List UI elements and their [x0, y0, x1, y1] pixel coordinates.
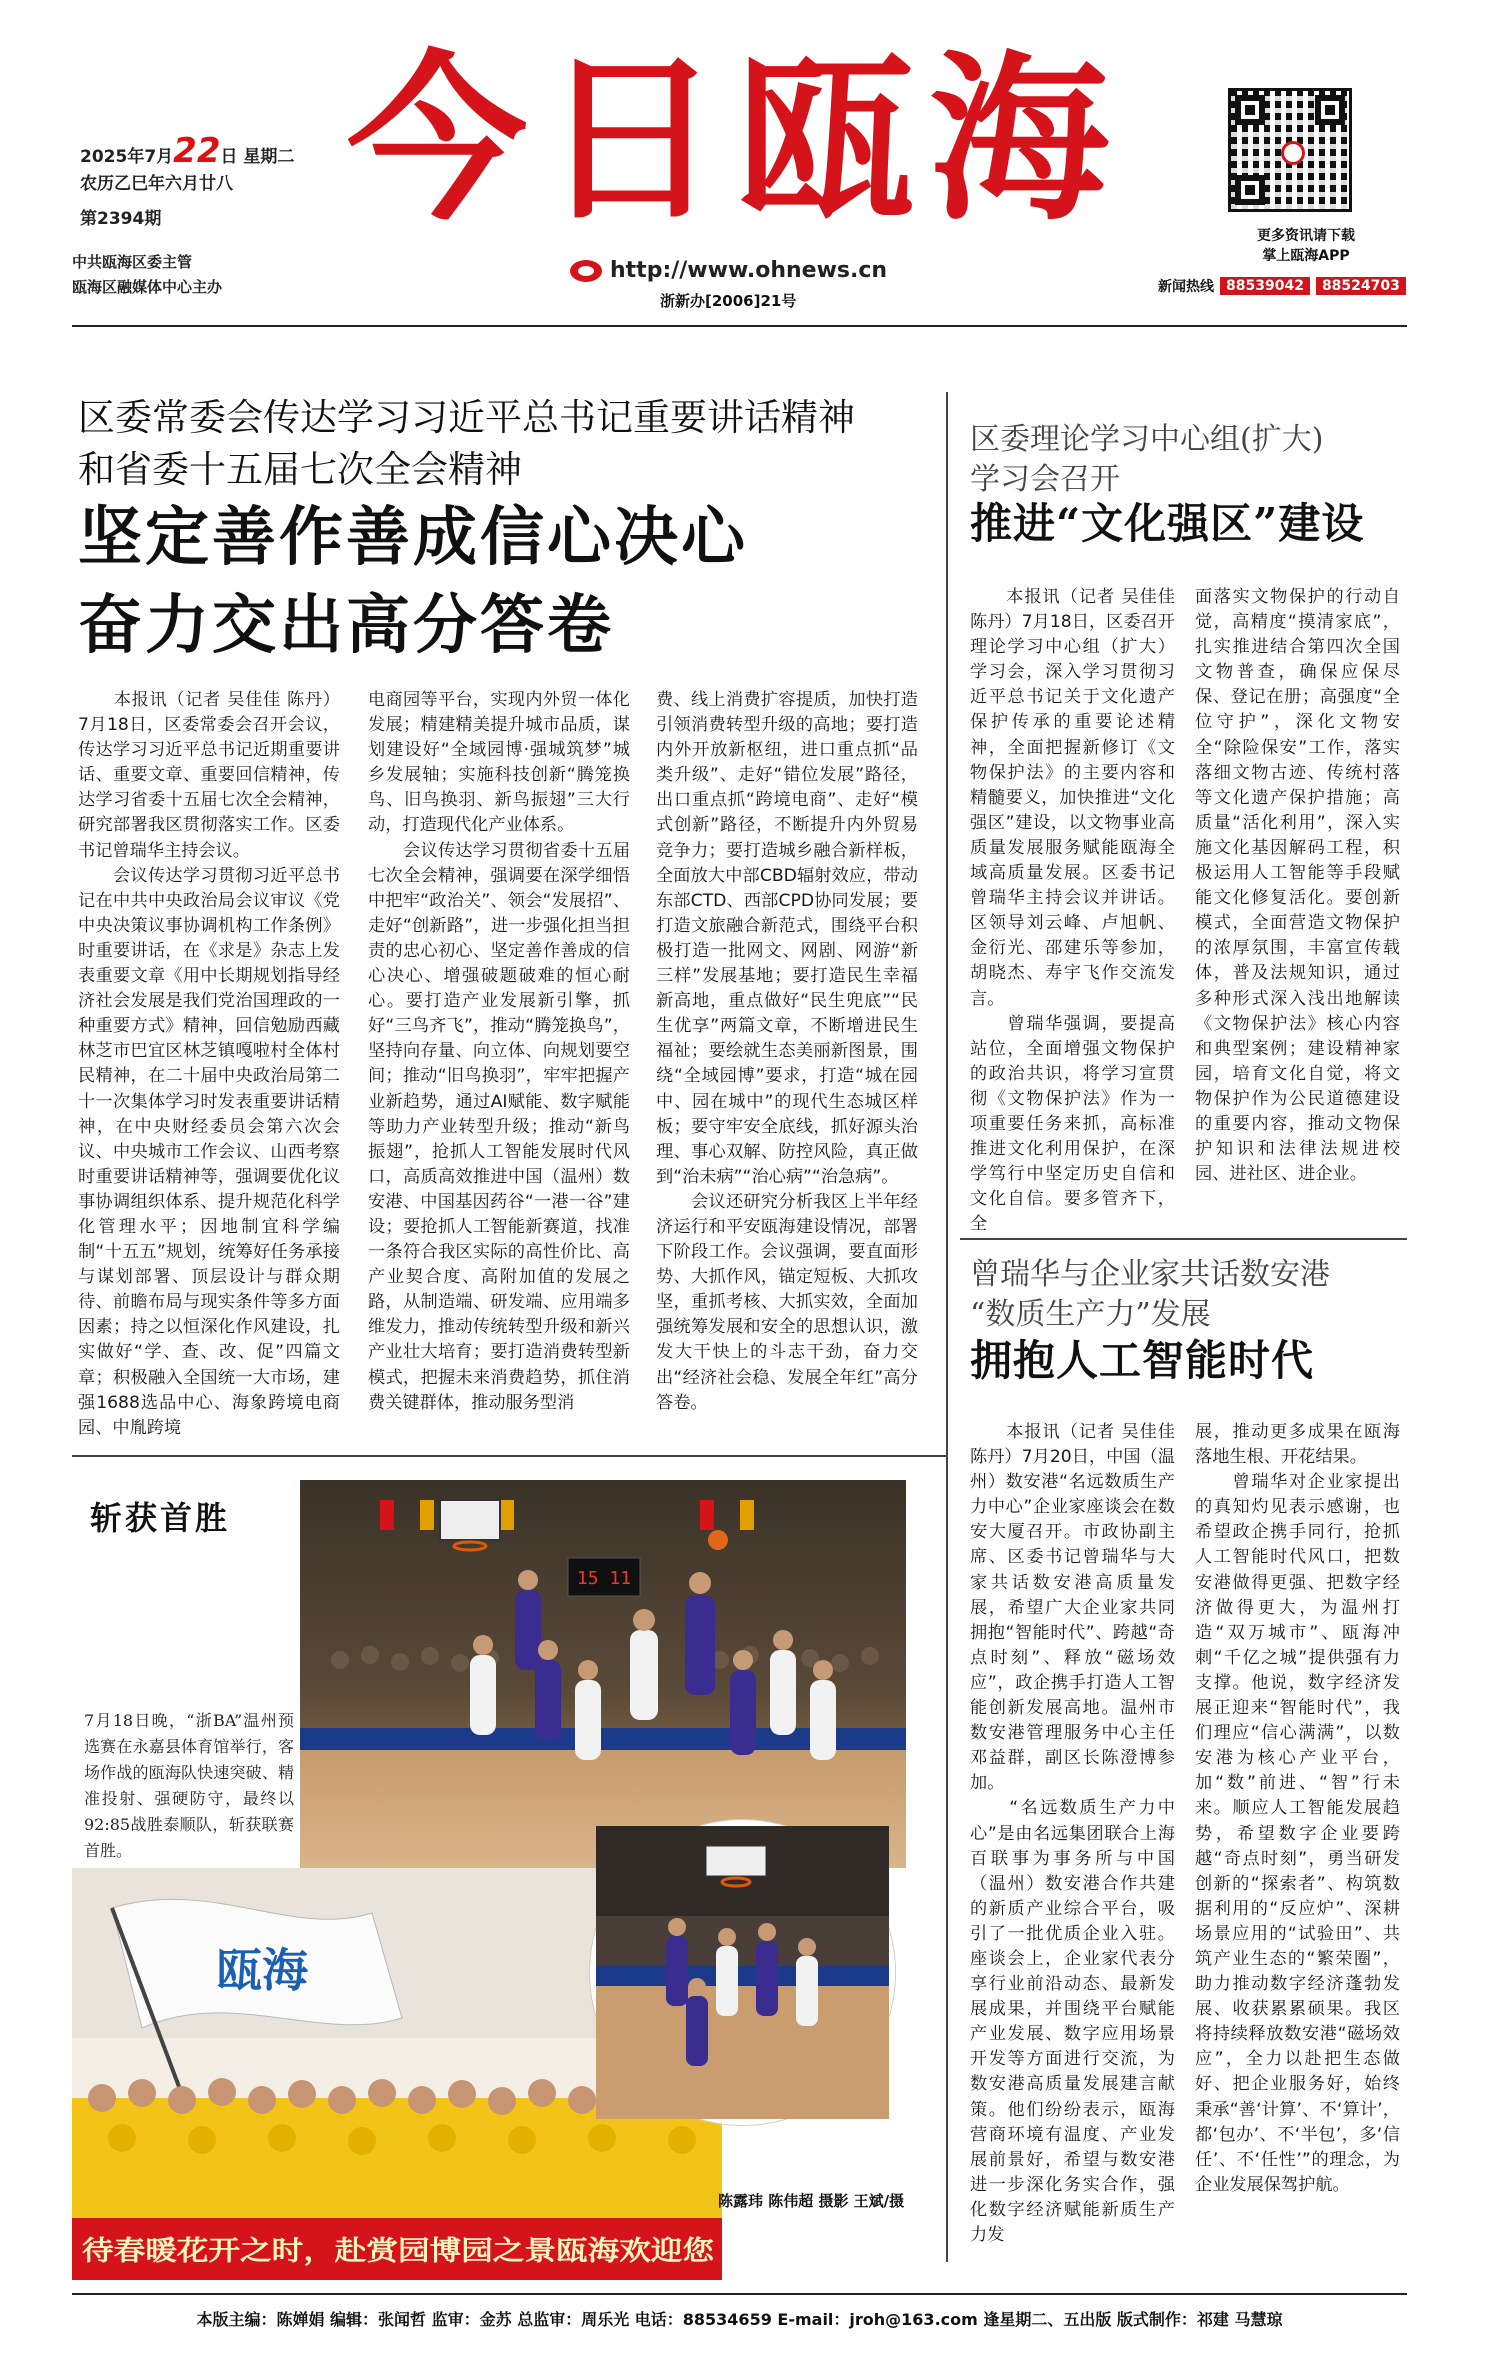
photo-divider — [72, 1455, 946, 1457]
ai-kicker — [970, 1255, 1400, 1335]
sponsor-line-1: 中共瓯海区委主管 — [72, 253, 193, 271]
sponsor-line-2: 瓯海区融媒体中心主办 — [72, 278, 223, 296]
lead-column-2: 电商园等平台，实现内外贸一体化发展；精建精美提升城市品质，谋划建设好“全域园博·强城筑梦”城乡发展轴；实施科技创新“腾笼换鸟、旧鸟换羽、新鸟振翅”三大行动，打造现代化产业体系。 会议传达学习贯彻省委十五届七次全会精神，强调要在深学细悟中把牢“政治关”、领会“发展招”、走好“创新路”，进一步强化担当担责的忠心初心、坚定善作善成的信心决心、增强破题破难的恒心耐心。要打造产业发展新引擎，抓好“三鸟齐飞”，推动“腾笼换鸟”，坚持向存量、向立体、向规划要空间；推动“旧鸟换羽”，牢牢把握产业新趋势，通过AI赋能、数字赋能等助力产业转型升级；推动“新鸟振翅”，抢抓人工智能发展时代风口，高质高效推进中国（温州）数安港、中国基因药谷“一港一谷”建设；要抢抓人工智能新赛道，找准一条符合我区实际的高性价比、高产业契合度、高附加值的发展之路，从制造端、研发端、应用端多维发力，推动传统转型升级和新兴产业壮大培育；要打造消费转型新模式，把握未来消费趋势，抓住消费关键群体，推动服务型消 — [368, 690, 630, 1413]
qr-center-logo — [1281, 141, 1305, 165]
lead-headline — [78, 494, 978, 670]
hotline-number-2: 88524703 — [1316, 277, 1406, 295]
sponsor-block — [72, 250, 222, 300]
newspaper-logo: 今日瓯海 — [346, 34, 1123, 245]
site-logo-icon — [570, 260, 602, 282]
photo-caption: 7月18日晚，“浙BA”温州预选赛在永嘉县体育馆举行，客场作战的瓯海队快速突破、精准投射、强硬防守，最终以92:85战胜泰顺队，斩获联赛首胜。 — [84, 1711, 294, 1860]
culture-kicker — [970, 420, 1400, 500]
lead-kicker-line-2: 和省委十五届七次全会精神 — [78, 448, 522, 491]
date-block — [80, 131, 330, 233]
lead-kicker — [78, 392, 978, 496]
page-footer: 本版主编：陈婵娟 编辑：张闻哲 监审：金苏 总监审：周乐光 电话：88534659 E-mail：jroh@163.com 逢星期二、五出版 版式制作：祁建 马慧琼 — [72, 2293, 1407, 2330]
basketball-scene — [300, 1480, 906, 1868]
date-prefix: 2025年7月 — [80, 147, 174, 167]
qr-caption — [1226, 226, 1386, 266]
banner-text: 待春暖花开之时，赴赏园博园之景瓯海欢迎您 — [82, 2236, 622, 2267]
side-divider — [960, 1238, 1407, 1240]
game-inset-scene — [596, 1826, 889, 2119]
license-number: 浙新办[2006]21号 — [660, 292, 797, 310]
ai-kicker-line-2: “数质生产力”发展 — [970, 1297, 1211, 1332]
flag-text: 瓯海 — [216, 1943, 308, 1997]
lunar-date: 农历乙巳年六月廿八 — [80, 174, 233, 194]
news-hotline — [1158, 276, 1406, 296]
website-url: http://www.ohnews.cn — [610, 258, 888, 283]
qr-caption-line-2: 掌上瓯海APP — [1262, 248, 1350, 264]
photo-story-title: 斩获首胜 — [90, 1499, 231, 1537]
column-divider — [946, 392, 948, 2262]
lead-headline-line-2: 奋力交出高分答卷 — [78, 588, 614, 663]
scoreboard-text: 15 11 — [576, 1568, 632, 1589]
ai-kicker-line-1: 曾瑞华与企业家共话数安港 — [970, 1257, 1330, 1292]
culture-column-1: 本报讯（记者 吴佳佳 陈丹）7月18日，区委召开理论学习中心组（扩大）学习会，深入学习贯彻习近平总书记关于文化遗产保护传承的重要论述精神，全面把握新修订《文物保护法》的主要内容和精髓要义，加快推进“文化强区”建设，以文物事业高质量发展服务赋能瓯海全域高质量发展。区委书记曾瑞华主持会议并讲话。区领导刘云峰、卢旭帆、金衍光、邵建乐等参加，胡晓杰、寿宇飞作交流发言。 曾瑞华强调，要提高站位，全面增强文物保护的政治共识，将学习宣贯彻《文物保护法》作为一项重要任务来抓，高标准推进文化利用保护，在深学笃行中坚定历史自信和文化自信。要多管齐下，全 — [970, 587, 1175, 1235]
lead-kicker-line-1: 区委常委会传达学习习近平总书记重要讲话精神 — [78, 396, 855, 439]
photo-credit: 陈露玮 陈伟超 摄影 王斌/摄 — [718, 2192, 905, 2210]
masthead-divider — [72, 325, 1407, 327]
game-inset-photo — [590, 1820, 895, 2125]
culture-headline: 推进“文化强区”建设 — [970, 499, 1365, 548]
issue-number: 第2394期 — [80, 209, 162, 229]
qr-finder — [1315, 95, 1345, 125]
hotline-label: 新闻热线 — [1158, 279, 1214, 295]
website-link[interactable] — [570, 258, 887, 283]
qr-finder — [1235, 175, 1265, 205]
lead-headline-line-1: 坚定善作善成信心决心 — [78, 500, 748, 575]
lead-column-3: 费、线上消费扩容提质，加快打造引领消费转型升级的高地；要打造内外开放新枢纽，进口重点抓“品类升级”、走好“错位发展”路径，出口重点抓“跨境电商”、走好“模式创新”路径，不断提升内外贸易竞争力；要打造城乡融合新样板，全面放大中部CBD辐射效应，带动东部CTD、西部CPD协同发展；要打造文旅融合新范式，围绕平台积极打造一批网文、网剧、网游“新三样”发展基地；要打造民生幸福新高地，重点做好“民生兜底”“民生优享”两篇文章，不断增进民生福祉；要绘就生态美丽新图景，围绕“全域园博”要求，打造“城在园中、园在城中”的现代生态城区样板；要守牢安全底线，抓好源头治理、事心双解、防控风险，真正做到“治未病”“治心病”“治急病”。 会议还研究分析我区上半年经济运行和平安瓯海建设情况，部署下阶段工作。会议强调，要直面形势、大抓作风，锚定短板、大抓攻坚，重抓考核、大抓实效，全面加强统筹发展和安全的思想认识，激发大干快上的斗志干劲，奋力交出“经济社会稳、发展全年红”高分答卷。 — [656, 690, 918, 1413]
date-day: 22 — [173, 131, 221, 171]
date-line — [80, 131, 330, 171]
basketball-photo — [300, 1480, 906, 1868]
ai-headline: 拥抱人工智能时代 — [970, 1336, 1315, 1385]
culture-kicker-line-1: 区委理论学习中心组(扩大) — [970, 422, 1324, 457]
hotline-number-1: 88539042 — [1220, 277, 1310, 295]
qr-code-icon[interactable] — [1228, 88, 1352, 212]
lead-column-1: 本报讯（记者 吴佳佳 陈丹）7月18日，区委常委会召开会议，传达学习习近平总书记近期重要讲话、重要文章、重要回信精神，传达学习省委十五届七次全会精神，研究部署我区贯彻落实工作。区委书记曾瑞华主持会议。 会议传达学习贯彻习近平总书记在中共中央政治局会议审议《党中央决策议事协调机构工作条例》时重要讲话，在《求是》杂志上发表重要文章《用中长期规划指导经济社会发展是我们党治国理政的一种重要方式》精神，回信勉励西藏林芝市巴宜区林芝镇嘎啦村全体村民精神，在二十届中央政治局第二十一次集体学习时发表重要讲话精神，在中央财经委员会第六次会议、中央城市工作会议、山西考察时重要讲话精神等，强调要优化议事协调组织体系、提升规范化科学化管理水平；因地制宜科学编制“十五五”规划，统筹好任务承接与谋划部署、顶层设计与群众期待、前瞻布局与现实条件等多方面因素；持之以恒深化作风建设，扎实做好“学、查、改、促”四篇文章；积极融入全国统一大市场，建强1688选品中心、海象跨境电商园、中胤跨境 — [78, 690, 340, 1438]
ai-column-1: 本报讯（记者 吴佳佳 陈丹）7月20日，中国（温州）数安港“名远数质生产力中心”企业家座谈会在数安大厦召开。市政协副主席、区委书记曾瑞华与大家共话数安港高质量发展，希望广大企业家共同拥抱“智能时代”、跨越“奇点时刻”、释放“磁场效应”，政企携手打造人工智能创新发展高地。温州市数安港管理服务中心主任邓益群，副区长陈澄博参加。 “名远数质生产力中心”是由名远集团联合上海百联事为事务所与中国（温州）数安港合作共建的新质产业综合平台，吸引了一批优质企业入驻。座谈会上，企业家代表分享行业前沿动态、最新发展成果，并围绕平台赋能产业发展、数字应用场景开发等方面进行交流，为数安港高质量发展建言献策。他们纷纷表示，瓯海营商环境有温度、产业发展前景好，希望与数安港进一步深化务实合作，强化数字经济赋能新质生产力发 — [970, 1422, 1175, 2245]
qr-finder — [1235, 95, 1265, 125]
culture-kicker-line-2: 学习会召开 — [970, 462, 1120, 497]
date-suffix: 日 星期二 — [220, 147, 295, 167]
culture-column-2: 面落实文物保护的行动自觉，高精度“摸清家底”，扎实推进结合第四次全国文物普查，确保应保尽保、登记在册；高强度“全位守护”，深化文物安全“除险保安”工作，落实落细文物古迹、传统村落等文化遗产保护措施；高质量“活化利用”，深入实施文化基因解码工程，积极运用人工智能等手段赋能文化修复活化。要创新模式，全面营造文物保护的浓厚氛围，丰富宣传载体，普及法规知识，通过多种形式深入浅出地解读《文物保护法》核心内容和典型案例；建设精神家园，培育文化自觉，将文物保护作为公民道德建设的重要内容，推动文物保护知识和法律法规进校园、进社区、进企业。 — [1195, 587, 1400, 1185]
ai-column-2: 展，推动更多成果在瓯海落地生根、开花结果。 曾瑞华对企业家提出的真知灼见表示感谢，也希望政企携手同行，抢抓人工智能时代风口，把数安港做得更强、把数字经济做得更大，为温州打造“双万城市”、瓯海冲刺“千亿之城”提供强有力支撑。他说，数字经济发展正迎来“智能时代”，我们理应“信心满满”，以数安港为核心产业平台，加“数”前进、“智”行未来。顺应人工智能发展趋势，希望数字企业要跨越“奇点时刻”，勇当研发创新的“探索者”、构筑数据利用的“反应炉”、深耕场景应用的“试验田”、共筑产业生态的“繁荣圈”，助力推动数字经济蓬勃发展、收获累累硕果。我区将持续释放数安港“磁场效应”，全力以赴把生态做好、把企业服务好，始终秉承“善‘计算’、不‘算计’，都‘包办’、不‘半包’，多‘信任’、不‘任性’”的理念，为企业发展保驾护航。 — [1195, 1422, 1400, 2195]
qr-caption-line-1: 更多资讯请下载 — [1257, 228, 1355, 244]
